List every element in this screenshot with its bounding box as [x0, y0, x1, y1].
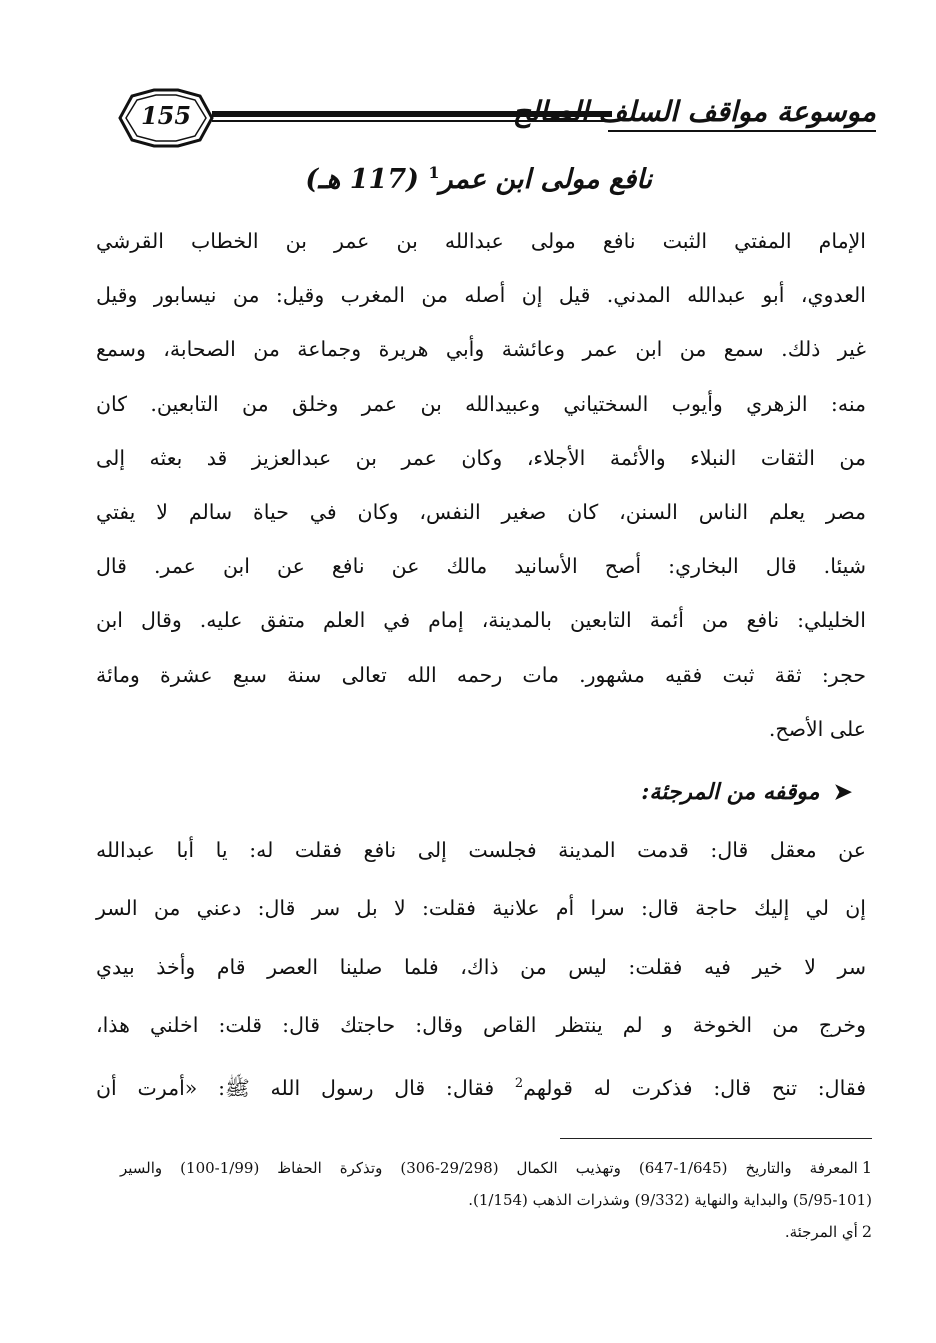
- section-title-name: نافع مولى ابن عمر: [439, 164, 652, 195]
- story-line: عن معقل قال: قدمت المدينة فجلست إلى نافع فقلت له: يا أبا عبدالله: [96, 838, 866, 862]
- footnote-2: [120, 1216, 872, 1248]
- footnotes: [120, 1152, 872, 1248]
- footnote-text: (5/95-101) والبداية والنهاية (9/332) وشذرات الذهب (1/154).: [468, 1191, 872, 1209]
- series-title: موسوعة مواقف السلف الصالح: [512, 95, 876, 128]
- subheading-text: موقفه من المرجئة:: [641, 779, 820, 805]
- bio-line: مصر يعلم الناس السنن، كان صغير النفس، وكان في حياة سالم لا يفتي: [96, 500, 866, 525]
- footnote-ref-2: 2: [514, 1075, 524, 1091]
- footnote-number: 2: [861, 1222, 872, 1241]
- story-line: [96, 1055, 866, 1117]
- bio-line: الخليلي: نافع من أئمة التابعين بالمدينة، إمام في العلم متفق عليه. وقال ابن: [96, 608, 866, 633]
- arrow-icon: ➤: [833, 779, 852, 805]
- footnote-1: [120, 1152, 872, 1184]
- bio-line: على الأصح.: [768, 716, 866, 741]
- biography-paragraph: [96, 214, 866, 756]
- bio-line: الإمام المفتي الثبت نافع مولى عبدالله بن عمر بن الخطاب القرشي: [96, 229, 866, 253]
- section-title-year: (117 هـ): [305, 164, 419, 195]
- story-line-part: فقال: تنح قال: فذكرت له قولهم: [523, 1075, 866, 1100]
- section-title: [305, 146, 652, 207]
- footnote-text: أي المرجئة.: [784, 1223, 858, 1241]
- subheading: [641, 772, 852, 812]
- story-paragraph: [96, 821, 866, 1117]
- story-line: وخرج من الخوخة و لم ينتظر القاص وقال: حاجتك قال: قلت: اخلني هذا،: [96, 1013, 866, 1038]
- page-number: 155: [140, 101, 192, 130]
- bio-line: العدوي، أبو عبدالله المدني. قيل إن أصله من المغرب وقيل: من نيسابور وقيل: [96, 283, 866, 308]
- bio-line: من الثقات النبلاء والأئمة الأجلاء، وكان عمر بن عبدالعزيز قد بعثه إلى: [96, 445, 866, 470]
- footnote-separator: [560, 1138, 872, 1139]
- story-line: سر لا خير فيه فقلت: ليس من ذاك، فلما صلينا العصر قام وأخذ بيدي: [96, 954, 866, 979]
- page-header: [110, 86, 882, 150]
- story-line-part: فقال: قال رسول الله ﷺ: «أمرت أن: [96, 1075, 515, 1100]
- bio-line: حجر: ثقة ثبت فقيه مشهور. مات رحمه الله تعالى سنة سبع عشرة ومائة: [96, 662, 866, 687]
- footnote-1-continued: [120, 1184, 872, 1216]
- bio-line: منه: الزهري وأيوب السختياني وعبيدالله بن عمر وخلق من التابعين. كان: [96, 391, 866, 416]
- footnote-ref-1: 1: [428, 163, 440, 182]
- footnote-number: 1: [861, 1158, 873, 1177]
- bio-line: شيئا. قال البخاري: أصح الأسانيد مالك عن نافع عن ابن عمر. قال: [96, 554, 866, 579]
- footnote-text: المعرفة والتاريخ (1/645-647) وتهذيب الكمال (29/298-306) وتذكرة الحفاظ (1/99-100) والسير: [120, 1159, 858, 1177]
- story-line: إن لي إليك حاجة قال: سرا أم علانية فقلت: لا بل سر قال: دعني من السر: [96, 896, 866, 921]
- bio-line: غير ذلك. سمع من ابن عمر وعائشة وأبي هريرة وجماعة من الصحابة، وسمع: [96, 337, 866, 362]
